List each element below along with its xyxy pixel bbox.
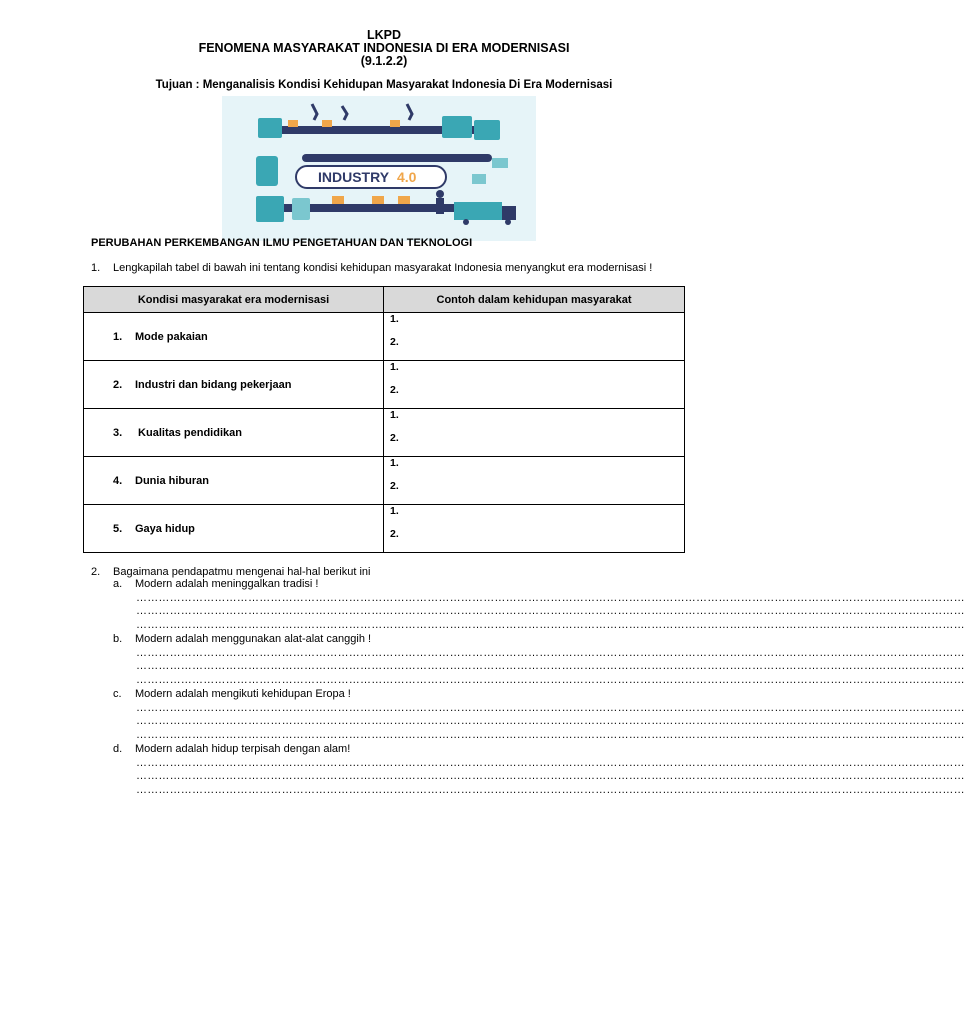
conditions-table (83, 286, 685, 553)
truck-container (454, 202, 502, 220)
chart-icon (472, 174, 486, 184)
row-number: 4. (113, 474, 123, 487)
industry-banner-image (222, 96, 536, 241)
left-robot (256, 156, 278, 186)
example-cell[interactable] (384, 457, 685, 505)
example-cell[interactable] (384, 409, 685, 457)
example-item-2: 2. (390, 384, 399, 396)
question-2-number: 2. (91, 566, 101, 578)
example-item-1: 1. (390, 409, 399, 421)
sub-question-letter: d. (113, 743, 123, 755)
answer-line[interactable]: …………………………………………………………………………………………………………………………………………………………………………………………………… (136, 784, 965, 796)
truck-wheel (505, 219, 511, 225)
answer-line[interactable]: …………………………………………………………………………………………………………………………………………………………………………………………………… (136, 674, 965, 686)
section-title: PERUBAHAN PERKEMBANGAN ILMU PENGETAHUAN DAN TEKNOLOGI (91, 237, 473, 249)
answer-line[interactable]: …………………………………………………………………………………………………………………………………………………………………………………………………… (136, 770, 965, 782)
question-1-text: Lengkapilah tabel di bawah ini tentang kondisi kehidupan masyarakat Indonesia menyangkut era modernisasi ! (113, 262, 653, 274)
sub-question-text: Modern adalah hidup terpisah dengan alam! (135, 743, 351, 755)
sub-question-letter: a. (113, 578, 123, 590)
table-header-condition: Kondisi masyarakat era modernisasi (84, 287, 384, 313)
question-1-number: 1. (91, 262, 101, 274)
row-number: 3. (113, 426, 123, 439)
document-subtitle: FENOMENA MASYARAKAT INDONESIA DI ERA MODERNISASI (198, 41, 570, 55)
example-cell[interactable] (384, 361, 685, 409)
sub-question-text: Modern adalah meninggalkan tradisi ! (135, 578, 319, 590)
answer-line[interactable]: …………………………………………………………………………………………………………………………………………………………………………………………………… (136, 715, 965, 727)
box (322, 120, 332, 127)
table-row (84, 505, 685, 553)
table-row (84, 457, 685, 505)
industry-label: INDUSTRY (318, 169, 390, 185)
sub-question-d (113, 743, 673, 755)
industry-version-label: 4.0 (397, 169, 417, 185)
truck-wheel (463, 219, 469, 225)
machine-top-middle (442, 116, 472, 138)
objective-text: Tujuan : Menganalisis Kondisi Kehidupan Masyarakat Indonesia Di Era Modernisasi (155, 79, 613, 91)
answer-line[interactable]: …………………………………………………………………………………………………………………………………………………………………………………………………… (136, 605, 965, 617)
table-header-example: Contoh dalam kehidupan masyarakat (384, 287, 685, 313)
answer-line[interactable]: …………………………………………………………………………………………………………………………………………………………………………………………………… (136, 757, 965, 769)
question-2-text: Bagaimana pendapatmu mengenai hal-hal berikut ini (113, 566, 371, 578)
row-number: 5. (113, 522, 123, 535)
example-item-2: 2. (390, 336, 399, 348)
machine-top-right (474, 120, 500, 140)
worker-head (436, 190, 444, 198)
box (390, 120, 400, 127)
row-number: 1. (113, 330, 123, 343)
document-code: (9.1.2.2) (360, 54, 408, 68)
question-2 (91, 566, 691, 578)
example-item-2: 2. (390, 528, 399, 540)
example-item-2: 2. (390, 480, 399, 492)
answer-line[interactable]: …………………………………………………………………………………………………………………………………………………………………………………………………… (136, 619, 965, 631)
condition-cell (84, 409, 384, 457)
condition-cell (84, 457, 384, 505)
question-1 (91, 262, 652, 274)
box (372, 196, 384, 204)
machine-bottom (292, 198, 310, 220)
machine-top-left (258, 118, 282, 138)
table-row (84, 313, 685, 361)
sub-question-text: Modern adalah menggunakan alat-alat canggih ! (135, 633, 372, 645)
sub-question-letter: c. (113, 688, 122, 700)
box (398, 196, 410, 204)
answer-line[interactable]: …………………………………………………………………………………………………………………………………………………………………………………………………… (136, 702, 965, 714)
middle-conveyor (302, 154, 492, 162)
condition-cell (84, 505, 384, 553)
table-header-row (84, 287, 685, 313)
row-number: 2. (113, 378, 123, 391)
condition-label: Industri dan bidang pekerjaan (135, 378, 292, 391)
truck-cab (502, 206, 516, 220)
answer-line[interactable]: …………………………………………………………………………………………………………………………………………………………………………………………………… (136, 729, 965, 741)
example-item-1: 1. (390, 313, 399, 325)
sub-question-b (113, 633, 673, 645)
worker-body (436, 198, 444, 214)
sub-question-a (113, 578, 673, 590)
box (288, 120, 298, 127)
screen-icon (492, 158, 508, 168)
document-title: LKPD (366, 28, 402, 42)
table-row (84, 409, 685, 457)
table-row (84, 361, 685, 409)
condition-label: Gaya hidup (135, 522, 195, 535)
example-item-1: 1. (390, 505, 399, 517)
sub-question-c (113, 688, 673, 700)
sub-question-letter: b. (113, 633, 123, 645)
condition-cell (84, 361, 384, 409)
sub-question-text: Modern adalah mengikuti kehidupan Eropa ! (135, 688, 351, 700)
example-item-2: 2. (390, 432, 399, 444)
condition-label: Dunia hiburan (135, 474, 209, 487)
condition-label: Kualitas pendidikan (135, 426, 242, 439)
condition-cell (84, 313, 384, 361)
condition-label: Mode pakaian (135, 330, 208, 343)
box (332, 196, 344, 204)
answer-line[interactable]: …………………………………………………………………………………………………………………………………………………………………………………………………… (136, 660, 965, 672)
example-item-1: 1. (390, 457, 399, 469)
example-cell[interactable] (384, 505, 685, 553)
machine-bottom-left (256, 196, 284, 222)
example-cell[interactable] (384, 313, 685, 361)
answer-line[interactable]: …………………………………………………………………………………………………………………………………………………………………………………………………… (136, 592, 965, 604)
industry-illustration (222, 96, 536, 241)
answer-line[interactable]: …………………………………………………………………………………………………………………………………………………………………………………………………… (136, 647, 965, 659)
example-item-1: 1. (390, 361, 399, 373)
